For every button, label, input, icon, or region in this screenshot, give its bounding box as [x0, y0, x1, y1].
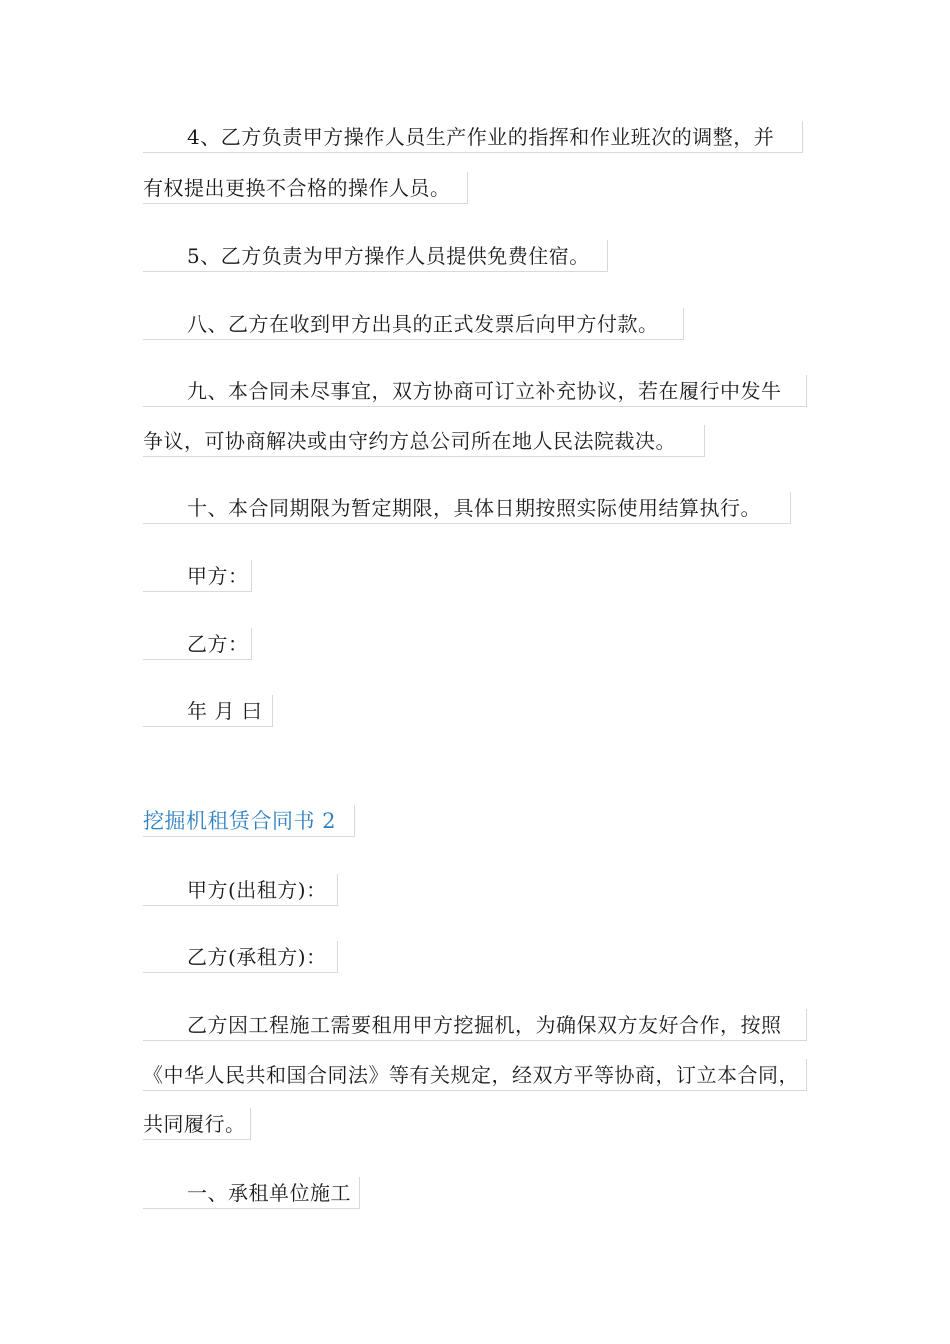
date-line: 年 月 曰 — [143, 695, 273, 727]
party-b-signature: 乙方： — [143, 628, 252, 660]
paragraph-5: 5、乙方负责为甲方操作人员提供免费住宿。 — [143, 240, 608, 272]
lessor-line: 甲方(出租方)： — [143, 874, 338, 906]
paragraph-4-line-1: 4、乙方负责甲方操作人员生产作业的指挥和作业班次的调整，并 — [143, 121, 803, 153]
lessee-line: 乙方(承租方)： — [143, 941, 338, 973]
paragraph-8: 八、乙方在收到甲方出具的正式发票后向甲方付款。 — [143, 308, 684, 340]
intro-line-3: 共同履行。 — [143, 1108, 251, 1140]
party-a-signature: 甲方： — [143, 560, 252, 592]
paragraph-9-line-1: 九、本合同未尽事宜，双方协商可订立补充协议，若在履行中发牛 — [143, 375, 807, 407]
intro-line-2: 《中华人民共和国合同法》等有关规定，经双方平等协商，订立本合同， — [143, 1059, 807, 1091]
clause-1-heading: 一、承租单位施工 — [143, 1177, 360, 1209]
intro-line-1: 乙方因工程施工需要租用甲方挖掘机，为确保双方友好合作，按照 — [143, 1009, 807, 1041]
paragraph-9-line-2: 争议，可协商解决或由守约方总公司所在地人民法院裁决。 — [143, 425, 705, 457]
paragraph-10: 十、本合同期限为暂定期限，具体日期按照实际使用结算执行。 — [143, 492, 791, 524]
paragraph-4-line-2: 有权提出更换不合格的操作人员。 — [143, 172, 468, 204]
contract-2-heading: 挖掘机租赁合同书 2 — [143, 805, 355, 837]
